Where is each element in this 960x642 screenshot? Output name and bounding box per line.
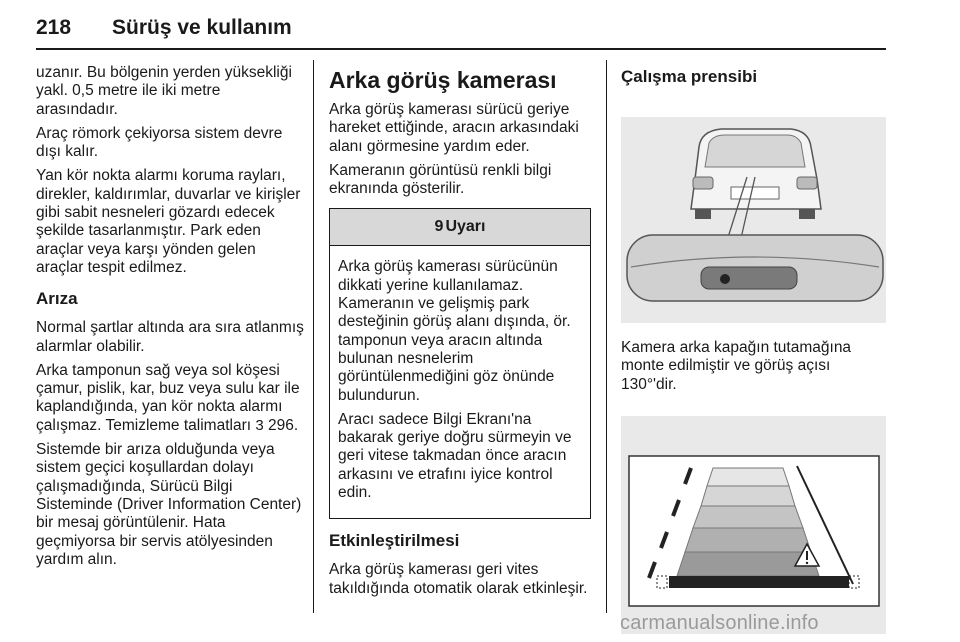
paragraph: Arka görüş kamerası geri vites takıldığında otomatik olarak etkinleşir.: [329, 561, 588, 597]
column-divider-1: [313, 60, 314, 613]
warning-header: [330, 209, 590, 246]
warning-body: [330, 246, 590, 518]
page-header: [36, 10, 886, 50]
paragraph: Araç römork çekiyorsa sistem devre dışı kalır.: [36, 124, 283, 161]
paragraph: Kameranın görüntüsü renkli bilgi ekranında gösterilir.: [329, 161, 552, 198]
heading-activation: Etkinleştirilmesi: [329, 531, 460, 551]
paragraph: Yan kör nokta alarmı koruma rayları, direkler, kaldırımlar, duvarlar ve kirişler gibi sabit nesneleri gözardı edecek şekilde tasarlanmıştır. Park eden araçlar veya karşı yönden gelen araçlar tespit edilmez.: [36, 167, 301, 276]
paragraph: Arka görüş kamerası sürücü geriye hareket ettiğinde, aracın arkasındaki alanı görmesine yardım eder.: [329, 101, 579, 155]
paragraph: Sistemde bir arıza olduğunda veya sistem geçici koşullardan dolayı çalışmadığında, Sürücü Bilgi Sisteminde (Driver Information Center) bir mesaj görüntülenir. Hata geçmiyorsa bir servis atölyesinden yardım alın.: [36, 441, 302, 568]
camera-location-illustration: [621, 117, 886, 323]
column-3: [621, 67, 886, 634]
warning-text: Aracı sadece Bilgi Ekranı'na bakarak geriye doğru sürmeyin ve geri vitese takmadan önce aracın arkasını ve etrafını iyice kontrol edin.: [338, 410, 572, 502]
stop-line: [669, 576, 849, 588]
watermark: carmanualsonline.info: [620, 612, 819, 634]
paragraph-cleaning: [36, 362, 304, 435]
warning-text: Arka görüş kamerası sürücünün dikkati yerine kullanılamaz. Kameranın ve gelişmiş park desteğinin görüş alanı dışında, ör. tamponun veya aracın altında bulunan nesnelerim görüntülenmediğini göz önünde bulundurun.: [338, 258, 571, 404]
warning-box: [329, 208, 591, 519]
tailgate-closeup: [627, 235, 883, 301]
paragraph-text: Arka tamponun sağ veya sol köşesi çamur, pislik, kar, buz veya sulu kar ile kaplandığında, yan kör nokta alarmı çalışmaz. Temizleme talimatları: [36, 361, 300, 434]
car-rear-icon: [691, 129, 821, 219]
page-number: 218: [36, 16, 72, 39]
column-2: [329, 67, 591, 604]
section-title: Sürüş ve kullanım: [112, 16, 292, 39]
camera-display-illustration: [621, 416, 886, 634]
heading-operation: Çalışma prensibi: [621, 67, 758, 86]
page-reference-icon: 3: [255, 416, 264, 434]
page-reference-link[interactable]: 296.: [263, 416, 299, 434]
paragraph: Normal şartlar altında ara sıra atlanmış alarmlar olabilir.: [36, 319, 304, 355]
warning-icon: 9: [434, 218, 444, 236]
header-rule: [36, 48, 886, 50]
camera-lens-icon: [720, 274, 730, 284]
section-heading: Arka görüş kamerası: [329, 67, 557, 93]
column-1: [36, 64, 304, 575]
column-divider-2: [606, 60, 607, 613]
paragraph: uzanır. Bu bölgenin yerden yüksekliği yakl. 0,5 metre ile iki metre arasındadır.: [36, 64, 292, 118]
heading-fault: Arıza: [36, 289, 78, 309]
warning-label: Uyarı: [445, 218, 486, 236]
figure-caption: Kamera arka kapağın tutamağına monte edilmiştir ve görüş açısı 130°'dir.: [621, 339, 852, 393]
